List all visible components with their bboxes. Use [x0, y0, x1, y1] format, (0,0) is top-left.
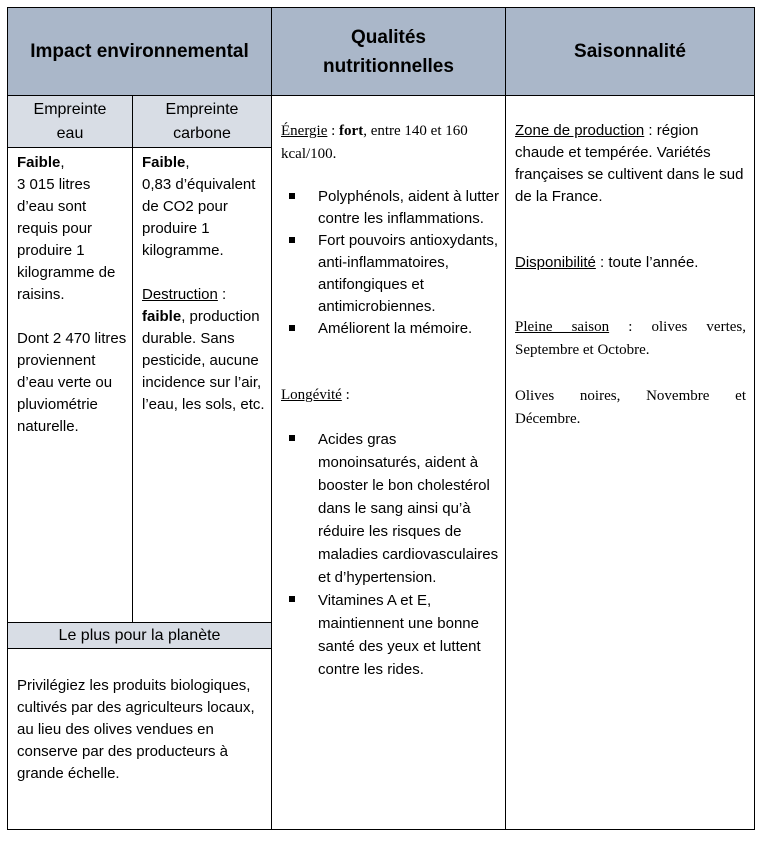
list-item: [281, 589, 499, 681]
noires-text: Olives noires, Novembre et Décembre.: [515, 388, 746, 427]
empreinte-eau-cell: [7, 147, 133, 623]
qualites-list-2: [281, 428, 499, 681]
destruction-sep: :: [217, 286, 227, 303]
bullet-icon: [289, 193, 295, 199]
longevite-label: Longévité: [281, 387, 342, 403]
list-item-text: Fort pouvoirs antioxydants, anti-inflammatoires, antifongiques et antimicrobiennes.: [318, 232, 499, 315]
energie-sep: :: [327, 123, 340, 139]
empreinte-eau-para2: [17, 328, 128, 438]
empreinte-eau-text1: 3 015 litres d’eau sont requis pour produire 1 kilogramme de raisins.: [17, 176, 116, 303]
longevite-para: [281, 384, 499, 407]
noires-para: [515, 385, 746, 431]
qualites-cell: [271, 95, 506, 830]
header-saison-text: Saisonnalité: [574, 41, 686, 62]
saison-cell: [505, 95, 755, 830]
empreinte-carbone-title: Empreinte carbone: [165, 100, 239, 142]
empreinte-carbone-para1: Faible, 0,83 d’équivalent de CO2 pour produire 1 kilogramme.: [142, 154, 256, 259]
header-qualites-text: Qualités nutritionnelles: [323, 26, 454, 77]
empreinte-eau-text2: Dont 2 470 litres proviennent d’eau verte ou pluviométrie naturelle.: [17, 330, 127, 435]
plus-planete-cell: [7, 648, 272, 830]
bullet-icon: [289, 325, 295, 331]
zone-text: : région chaude et tempérée. Variétés françaises se cultivent dans le sud de la France.: [515, 122, 744, 205]
qualites-list-1: [281, 186, 499, 340]
list-item-text: Vitamines A et E, maintiennent une bonne santé des yeux et luttent contre les rides.: [318, 592, 481, 678]
empreinte-eau-para1: Faible, 3 015 litres d’eau sont requis pour produire 1 kilogramme de raisins.: [17, 154, 116, 303]
zone-para: [515, 120, 746, 208]
longevite-sep: :: [341, 387, 350, 403]
olive-info-table: [7, 7, 755, 830]
destruction-label: Destruction: [142, 286, 218, 303]
empreinte-carbone-level: Faible: [142, 154, 186, 171]
empreinte-carbone-cell: [132, 147, 272, 623]
pleine-label: Pleine saison: [515, 319, 610, 335]
subheader-empreinte-carbone: [132, 95, 272, 148]
dispo-text: : toute l’année.: [595, 254, 699, 271]
header-qualites: [271, 7, 506, 96]
empreinte-eau-title: Empreinte eau: [33, 100, 107, 142]
dispo-label: Disponibilité: [515, 254, 596, 271]
dispo-para: [515, 252, 746, 274]
pleine-para: [515, 316, 746, 362]
pleine-text: : olives vertes, Septembre et Octobre.: [515, 319, 746, 358]
list-item-text: Améliorent la mémoire.: [318, 320, 473, 337]
list-item: [281, 428, 499, 589]
header-impact-text: Impact environnemental: [30, 41, 249, 62]
destruction-level: faible: [142, 308, 182, 325]
list-item: [281, 230, 499, 318]
energie-level: fort: [339, 123, 364, 139]
bullet-icon: [289, 435, 295, 441]
plus-planete-text: Privilégiez les produits biologiques, cultivés par des agriculteurs locaux, au lieu des olives vendues en conserve par des producteurs à grande échelle.: [17, 677, 255, 782]
subheader-plus-planete: [7, 622, 272, 649]
energie-text: , entre 140 et 160 kcal/100.: [281, 123, 468, 162]
header-saison: [505, 7, 755, 96]
list-item-text: Acides gras monoinsaturés, aident à booster le bon cholestérol dans le sang ainsi qu’à réduire les risques de maladies cardiovasculaires et d’hypertension.: [318, 431, 499, 586]
list-item-text: Polyphénols, aident à lutter contre les inflammations.: [318, 188, 499, 227]
plus-planete-title: Le plus pour la planète: [58, 626, 221, 644]
destruction-text: production durable. Sans pesticide, aucune incidence sur l’air, l’eau, les sols, etc.: [142, 308, 265, 413]
list-item: [281, 186, 499, 230]
energie-label: Énergie: [281, 123, 328, 139]
energie-para: [281, 120, 499, 166]
bullet-icon: [289, 237, 295, 243]
header-impact: [7, 7, 272, 96]
destruction-para: Destruction : faible, production durable. Sans pesticide, aucune incidence sur l’air, l’eau, les sols, etc.: [142, 286, 265, 413]
empreinte-carbone-text1: 0,83 d’équivalent de CO2 pour produire 1 kilogramme.: [142, 176, 256, 259]
bullet-icon: [289, 596, 295, 602]
subheader-empreinte-eau: [7, 95, 133, 148]
empreinte-eau-level: Faible: [17, 154, 61, 171]
zone-label: Zone de production: [515, 122, 645, 139]
list-item: [281, 318, 499, 340]
